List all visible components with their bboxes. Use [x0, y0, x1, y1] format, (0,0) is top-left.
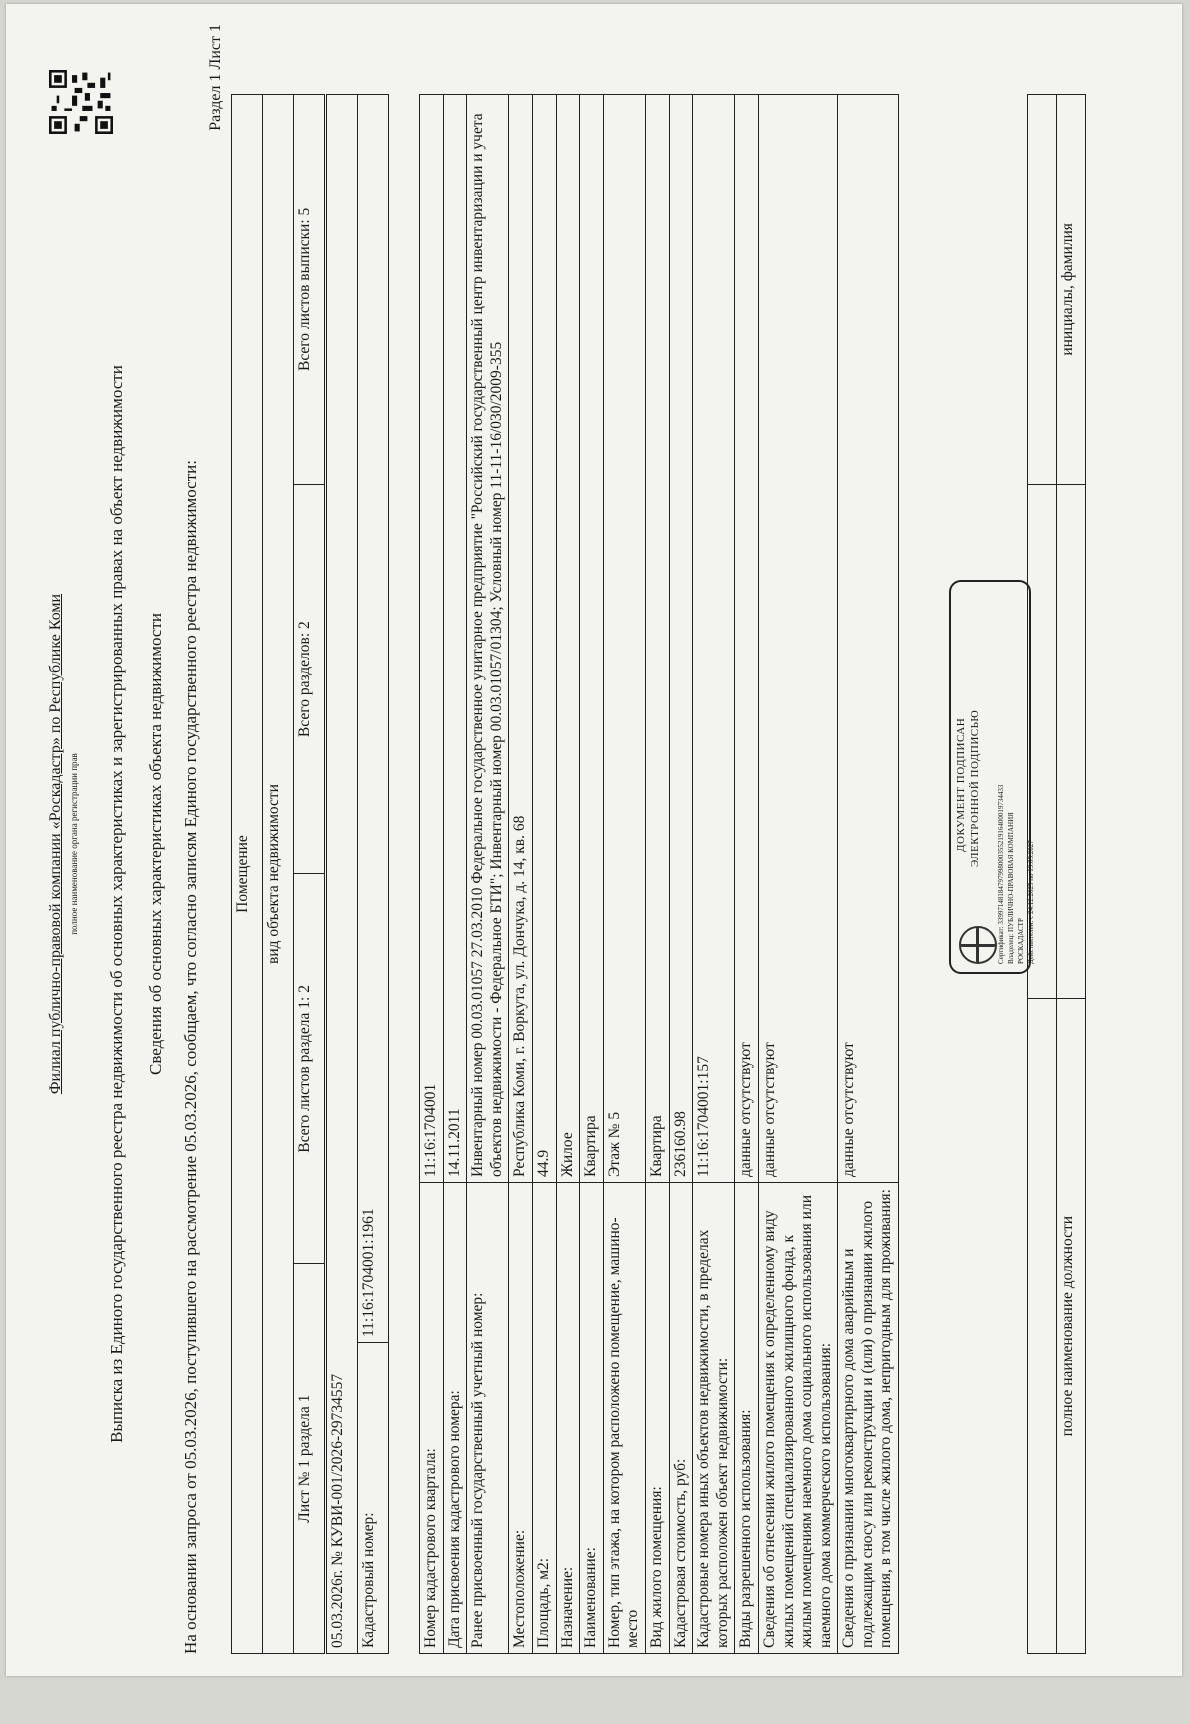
table-row	[758, 95, 837, 1654]
document-title: Выписка из Единого государственного реестра недвижимости об основных характеристиках и зарегистрированных правах на объект недвижимости	[107, 365, 126, 1443]
cadastral-number-label: Кадастровый номер:	[358, 1343, 389, 1654]
stamp-owner: Владелец: ПУБЛИЧНО-ПРАВОВАЯ КОМПАНИЯ	[1007, 812, 1015, 964]
branch-caption: полное наименование органа регистрации прав	[69, 753, 79, 935]
sheet-number: Лист № 1 раздела 1	[294, 1264, 325, 1654]
row-value: данные отсутствуют	[735, 95, 759, 1183]
position-field	[1028, 999, 1057, 1654]
row-label: Дата присвоения кадастрового номера:	[443, 1183, 467, 1654]
table-row	[509, 95, 533, 1654]
table-row	[838, 95, 899, 1654]
signature-caption	[1057, 484, 1086, 998]
row-value: данные отсутствуют	[838, 95, 899, 1183]
row-label: Площадь, м2:	[532, 1183, 556, 1654]
row-value: Республика Коми, г. Воркута, ул. Дончука, д. 14, кв. 68	[509, 95, 533, 1183]
sheets-total: Всего листов выписки: 5	[294, 95, 325, 485]
table-row	[580, 95, 604, 1654]
table-row	[603, 95, 645, 1654]
rotated-document	[31, 24, 1171, 1664]
branch-name: Филиал публично-правовой компании «Роскадастр» по Республике Коми	[47, 593, 64, 1095]
row-value: Квартира	[645, 95, 669, 1183]
row-label: Сведения о признании многоквартирного дома аварийным и подлежащим сносу или реконструкции и (или) о признании жилого помещения, в том числе жилого дома, непригодным для проживания:	[838, 1183, 899, 1654]
row-label: Ранее присвоенный государственный учетный номер:	[467, 1183, 509, 1654]
extract-date-number: 05.03.2026г. № КУВИ-001/2026-29734557	[327, 95, 358, 1654]
characteristics-table	[419, 94, 899, 1654]
row-label: Наименование:	[580, 1183, 604, 1654]
stamp-certificate: Сертификат: 3399714818479799800035521916400019734433	[997, 784, 1005, 964]
row-label: Вид жилого помещения:	[645, 1183, 669, 1654]
row-value: Квартира	[580, 95, 604, 1183]
stamp-line2: ЭЛЕКТРОННОЙ ПОДПИСЬЮ	[969, 709, 981, 867]
document-subtitle: Сведения об основных характеристиках объекта недвижимости	[146, 613, 165, 1075]
row-value: 11:16:1704001:157	[693, 95, 735, 1183]
row-label: Кадастровая стоимость, руб:	[669, 1183, 693, 1654]
row-label: Виды разрешенного использования:	[735, 1183, 759, 1654]
object-type-caption: вид объекта недвижимости	[263, 95, 294, 1654]
table-row	[669, 95, 693, 1654]
name-caption: инициалы, фамилия	[1057, 95, 1086, 485]
row-value: Этаж № 5	[603, 95, 645, 1183]
row-label: Сведения об отнесении жилого помещения к определенному виду жилых помещений специализированного жилищного фонда, к жилым помещениям наемного дома социального использования или наемного дома коммерческого использования:	[758, 1183, 837, 1654]
stamp-line1: ДОКУМЕНТ ПОДПИСАН	[955, 717, 967, 852]
name-field	[1028, 95, 1057, 485]
table-row	[735, 95, 759, 1654]
section-label: Раздел 1 Лист 1	[207, 24, 224, 131]
row-value: 44.9	[532, 95, 556, 1183]
qr-code	[49, 70, 113, 134]
signature-field	[1028, 484, 1057, 998]
row-label: Номер, тип этажа, на котором расположено помещение, машино-место	[603, 1183, 645, 1654]
table-row	[693, 95, 735, 1654]
document-page	[6, 4, 1182, 1676]
row-label: Кадастровые номера иных объектов недвижимости, в пределах которых расположен объект недвижимости:	[693, 1183, 735, 1654]
cadastral-number-value: 11:16:1704001:1961	[358, 95, 389, 1343]
row-label: Местоположение:	[509, 1183, 533, 1654]
roskadastr-logo-icon	[959, 926, 997, 964]
row-value: Жилое	[556, 95, 580, 1183]
row-value: 11:16:1704001	[420, 95, 444, 1183]
stamp-validity: Действителен: с 24.12.2025 по 19.03.2027	[1027, 840, 1035, 964]
row-value: Инвентарный номер 00.03.01057 27.03.2010 Федеральное государственное унитарное предприятие "Российский государственный центр инвентаризации и учета объектов недвижимости - Федеральное БТИ"; Инвентарный номер 00.03.01057/01304; Условный номер 11-11-16/030/2009-355	[467, 95, 509, 1183]
sheets-in-section: Всего листов раздела 1: 2	[294, 874, 325, 1264]
object-type-table	[231, 94, 325, 1654]
row-label: Номер кадастрового квартала:	[420, 1183, 444, 1654]
table-row	[645, 95, 669, 1654]
sections-total: Всего разделов: 2	[294, 484, 325, 874]
table-row	[532, 95, 556, 1654]
electronic-signature-stamp	[949, 580, 1035, 974]
table-row	[467, 95, 509, 1654]
request-basis: На основании запроса от 05.03.2026, поступившего на рассмотрение 05.03.2026, сообщаем, что согласно записям Единого государственного реестра недвижимости:	[181, 460, 200, 1654]
table-row	[420, 95, 444, 1654]
cadastral-table	[326, 94, 389, 1654]
table-row	[443, 95, 467, 1654]
row-label: Назначение:	[556, 1183, 580, 1654]
stamp-owner2: РОСКАДАСТР	[1017, 918, 1025, 964]
object-type: Помещение	[232, 95, 263, 1654]
position-caption: полное наименование должности	[1057, 999, 1086, 1654]
signature-table	[1027, 94, 1086, 1654]
row-value: данные отсутствуют	[758, 95, 837, 1183]
row-value: 14.11.2011	[443, 95, 467, 1183]
table-row	[556, 95, 580, 1654]
row-value: 236160.98	[669, 95, 693, 1183]
